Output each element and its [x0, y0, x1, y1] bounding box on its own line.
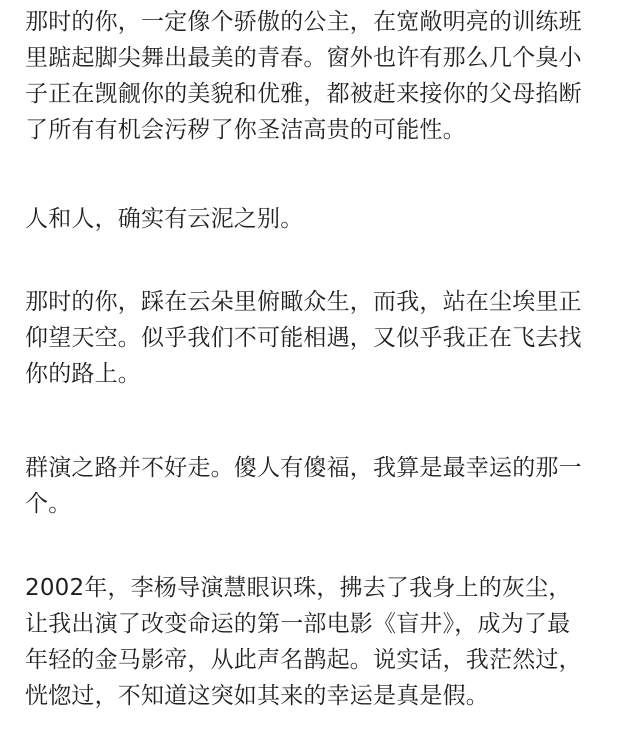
- text-line: 了所有有机会污秽了你圣洁高贵的可能性。: [25, 117, 466, 143]
- text-line: 2002年，李杨导演慧眼识珠，拂去了我身上的灰尘，: [25, 575, 572, 601]
- text-line: 恍惚过，不知道这突如其来的幸运是真是假。: [25, 683, 489, 709]
- text-line: 那时的你，一定像个骄傲的公主，在宽敞明亮的训练班: [25, 9, 582, 35]
- text-line: 年轻的金马影帝，从此声名鹊起。说实话，我茫然过，: [25, 647, 582, 673]
- text-line: 人和人，确实有云泥之别。: [25, 206, 304, 232]
- paragraph-2: [25, 201, 303, 237]
- text-line: 里踮起脚尖舞出最美的青春。窗外也许有那么几个臭小: [25, 45, 582, 71]
- text-line: 个。: [25, 491, 72, 517]
- paragraph-3: [25, 284, 582, 392]
- paragraph-5: [25, 570, 582, 714]
- text-line: 子正在觊觎你的美貌和优雅，都被赶来接你的父母掐断: [25, 81, 582, 107]
- text-line: 仰望天空。似乎我们不可能相遇，又似乎我正在飞去找: [25, 325, 582, 351]
- text-line: 那时的你，踩在云朵里俯瞰众生，而我，站在尘埃里正: [25, 289, 582, 315]
- paragraph-4: [25, 450, 582, 522]
- paragraph-1: [25, 4, 582, 148]
- text-line: 你的路上。: [25, 361, 141, 387]
- text-line: 让我出演了改变命运的第一部电影《盲井》，成为了最: [25, 611, 571, 637]
- text-line: 群演之路并不好走。傻人有傻福，我算是最幸运的那一: [25, 455, 582, 481]
